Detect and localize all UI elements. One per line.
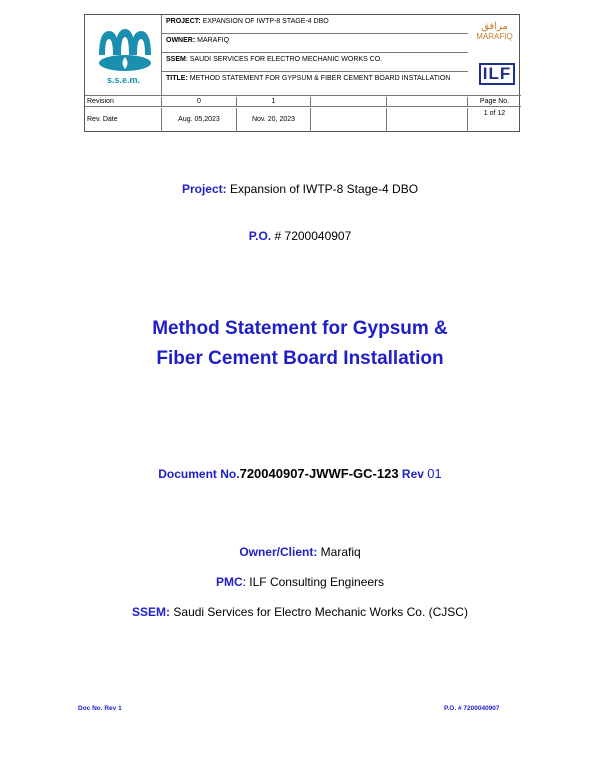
po-line: P.O. # 7200040907 xyxy=(248,229,352,243)
header-title-row: TITLE: METHOD STATEMENT FOR GYPSUM & FIBER CEMENT BOARD INSTALLATION xyxy=(162,72,468,96)
ssem-logo-box xyxy=(85,15,162,96)
footer-doc-no: Doc No. Rev 1 xyxy=(78,705,122,712)
client-logos xyxy=(468,15,521,96)
document-number-line: Document No.720040907-JWWF-GC-123 Rev 01 xyxy=(158,466,442,481)
header-project-row: PROJECT: EXPANSION OF IWTP-8 STAGE-4 DBO xyxy=(162,15,468,34)
ssem-logo-text: s.s.e.m. xyxy=(106,75,141,85)
document-title: Method Statement for Gypsum & Fiber Cement Board Installation xyxy=(152,318,448,369)
revision-row: Revision 0 1 Page No. xyxy=(85,97,521,107)
header-ssem-row: SSEM: SAUDI SERVICES FOR ELECTRO MECHANIC WORKS CO. xyxy=(162,53,468,72)
ilf-logo-icon: ILF xyxy=(479,63,515,85)
pmc-line: PMC: ILF Consulting Engineers xyxy=(215,575,385,589)
rev-date-row: Rev. Date Aug. 05,2023 Nov. 20, 2023 1 of 12 xyxy=(85,108,521,132)
marafiq-logo-icon: مرافق MARAFIQ xyxy=(476,21,513,41)
footer-po: P.O. # 7200040907 xyxy=(444,705,500,712)
project-line: Project: Expansion of IWTP-8 Stage-4 DBO xyxy=(181,182,419,196)
owner-line: Owner/Client: Marafiq xyxy=(239,545,361,559)
ssem-line: SSEM: Saudi Services for Electro Mechanic Works Co. (CJSC) xyxy=(132,605,468,619)
header-owner-row: OWNER: MARAFIQ xyxy=(162,34,468,53)
document-header xyxy=(84,14,520,132)
